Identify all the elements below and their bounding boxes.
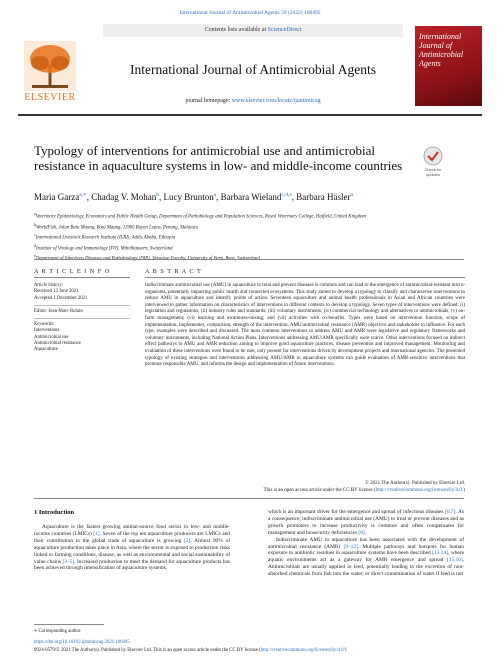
body-text: Aquaculture is the fastest growing animal-source food sector in low- and middle-income countries (LMICs) xyxy=(34,524,230,537)
keyword: Antimicrobial resistance xyxy=(34,341,82,347)
author-separator: , xyxy=(216,192,221,202)
body-text: . xyxy=(364,529,367,536)
oa-prefix: This is an open access article under the CC BY license ( xyxy=(263,487,376,493)
author-name[interactable]: Lucy Brunton xyxy=(163,192,214,202)
article-info-rule xyxy=(34,277,130,278)
keyword: Interventions xyxy=(34,328,60,334)
affiliation-line xyxy=(34,221,464,232)
author-name[interactable]: Barbara Häsler xyxy=(296,192,351,202)
abstract-heading: A B S T R A C T xyxy=(145,268,202,275)
abstract-text: Indiscriminate antimicrobial use (AMU) in aquaculture to treat and prevent diseases is common and can lead to the emergence of antimicrobial-resistant micro-organisms, potentially impacting public health and connected ecosystems. This study aimed to develop a typology to classify and characterise interventions to reduce AMU in aquaculture and identify points of action. Seventeen aquaculture and animal health professionals in Asian and African countries were interviewed to gather information on characteristics of interventions in different contexts to develop a typology. Seven types of interventions were defined: (i) legislation and regulations; (ii) industry rules and standards; (iii) voluntary instruments; (iv) commercial technology and alternatives to antimicrobials; (v) on-farm management; (vi) learning and awareness-raising; and (vii) activities with co-benefits. Types were based on intervention function, scope of implementation, implementer, compulsion, strength of the intervention, AMU/antimicrobial resistance (AMR) objective and stakeholder to influence. For each type, examples were described and discussed. The most common interventions to address AMU and AMR were legislative and regulatory frameworks and voluntary instruments, including National Action Plans. Interventions addressing AMU/AMR specifically were scarce. Other interventions focused on indirect effect pathways to AMU and AMR reduction aiming to improve good aquaculture practices, disease prevention and improved management. Monitoring and evaluation of these interventions were found to be rare, only present for interventions driven by development projects and international agencies. The presented typology of existing strategies and interventions addressing AMU/AMR in aquaculture systems can guide evaluation of AMR-sensitive interventions that promote responsible AMU, and informs the design and implementation of future interventions. xyxy=(145,283,465,368)
editor: Editor: Jean-Marc Rolain xyxy=(34,308,83,314)
author-list xyxy=(34,192,474,202)
footnote-rule xyxy=(34,624,104,625)
intro-paragraph xyxy=(268,509,464,537)
affiliation-line xyxy=(34,210,464,221)
citation-link[interactable]: [13,14] xyxy=(432,550,448,557)
author-affiliation-mark[interactable]: a,∗ xyxy=(79,192,87,198)
article-info xyxy=(34,283,132,354)
affiliation-text: WorldFish, Jalan Batu Maung, Batu Maung, 11960 Bayan Lepas, Penang, Malaysia xyxy=(36,225,198,231)
author-affiliation-mark[interactable]: a xyxy=(213,192,217,198)
affiliation-line xyxy=(34,231,464,242)
homepage-link[interactable]: www.elsevier.com/locate/ijantimicag xyxy=(231,98,321,104)
homepage-prefix: journal homepage: xyxy=(185,98,232,104)
info-divider xyxy=(34,318,130,319)
affiliation-mark: a xyxy=(34,211,36,216)
affiliation-line xyxy=(34,252,464,263)
journal-reference[interactable]: International Journal of Antimicrobial Agents 59 (2022) 106495 xyxy=(179,10,321,16)
article-title: Typology of interventions for antimicrobial use and antimicrobial resistance in aquaculture systems in low- and middle-income countries xyxy=(34,143,403,173)
section-rule xyxy=(34,259,464,260)
body-text: . Multiple pathways and hotspots for human exposure to antibiotic residues in aquaculture systems have been described xyxy=(268,543,464,557)
author-name[interactable]: Chadag V. Mohan xyxy=(91,192,157,202)
open-access-line xyxy=(145,488,465,495)
body-text: . Antimicrobials are usually applied in feed, potentially leading to the excretion of non-absorbed chemicals from fish into the water, or direct contamination of water if feed is not xyxy=(268,557,464,578)
svg-text:Check for: Check for xyxy=(424,167,442,172)
citation-link[interactable]: [8] xyxy=(358,529,365,536)
affiliation-text: Veterinary Epidemiology, Economics and Public Health Group, Department of Pathobiology and Population Sciences, Royal Veterinary College, Hatfield, United Kingdom xyxy=(35,214,366,220)
licence-link[interactable]: http://creativecommons.org/licenses/by/4.0/ xyxy=(260,648,345,653)
author-affiliation-mark[interactable]: a xyxy=(350,192,353,198)
affiliation-line xyxy=(34,242,464,253)
affiliation-mark: d xyxy=(34,242,36,248)
license-link[interactable]: http://creativecommons.org/licenses/by/4.0/ xyxy=(375,487,464,493)
author-affiliation-mark[interactable]: c,d,e xyxy=(281,192,292,198)
author-name[interactable]: Maria Garza xyxy=(34,192,80,202)
introduction-heading: 1 Introduction xyxy=(34,509,75,516)
citation-link[interactable]: [1] xyxy=(93,530,100,537)
intro-paragraph xyxy=(268,537,464,578)
abstract-end-rule xyxy=(34,498,464,499)
author-separator: , xyxy=(86,192,92,202)
keyword: Antimicrobial use xyxy=(34,334,69,340)
body-text: . Seven of the top ten aquaculture producers are LMICs and their contribution to the global trade of aquaculture is growing xyxy=(34,530,230,544)
citation-link[interactable]: [6,7] xyxy=(445,509,456,515)
received-date: Received 13 June 2021 xyxy=(34,289,79,295)
journal-header xyxy=(18,22,482,110)
affiliation-mark: e xyxy=(34,253,36,259)
elsevier-wordmark: ELSEVIER xyxy=(24,92,76,103)
citation-link[interactable]: [9–12] xyxy=(343,543,358,550)
intro-column-2 xyxy=(268,509,464,578)
licence-prefix: 0924-8579/© 2021 The Author(s). Published by Elsevier Ltd. This is an open access article under the CC BY license ( xyxy=(34,648,261,653)
keyword: Aquaculture xyxy=(34,347,58,353)
corresponding-author-note: ∗ Corresponding author. xyxy=(34,629,82,634)
affiliation-mark: c xyxy=(34,232,36,238)
article-info-heading: A R T I C L E I N F O xyxy=(34,268,111,275)
citation-link[interactable]: [3–5] xyxy=(62,558,75,565)
citation-link[interactable]: [15,16] xyxy=(446,557,463,564)
citation-link[interactable]: [2] xyxy=(184,537,191,544)
author-separator: , xyxy=(158,192,164,202)
copyright xyxy=(145,481,465,494)
author-separator: , xyxy=(291,192,297,202)
keywords-label: Keywords: xyxy=(34,322,55,328)
journal-homepage xyxy=(103,98,403,104)
svg-text:updates: updates xyxy=(425,172,441,177)
contents-line xyxy=(103,27,403,33)
keyword-list xyxy=(34,328,132,353)
affiliation-text: Institute of Virology and Immunology (IVI), Mittelhäusern, Switzerland xyxy=(36,246,173,252)
affiliation-text: International Livestock Research Institute (ILRI), Addis Ababa, Ethiopia xyxy=(35,235,176,241)
journal-cover-title: International Journal of Antimicrobial Agents xyxy=(419,32,464,68)
licence-suffix: ) xyxy=(344,648,347,653)
intro-column-1 xyxy=(34,524,230,572)
doi-link[interactable]: https://doi.org/10.1016/j.ijantimicag.2021.106495 xyxy=(34,640,130,645)
history-label: Article history: xyxy=(34,283,64,288)
affiliations xyxy=(34,210,464,263)
copyright-line: © 2021 The Author(s). Published by Elsevier Ltd. xyxy=(365,481,465,486)
header-rule xyxy=(18,114,482,116)
body-text: , where aquatic environments act as a gateway for AMR emergence and spread xyxy=(268,550,464,564)
abstract-rule xyxy=(145,277,465,278)
info-divider xyxy=(34,305,130,306)
body-text: . As a consequence, indiscriminate antimicrobial use (AMU) to treat or prevent diseases and as growth promoters to increase productivity is common and often compensates for management and biosecurity deficiencies xyxy=(268,509,465,536)
accepted-date: Accepted 1 December 2021 xyxy=(34,295,88,301)
sciencedirect-link[interactable]: ScienceDirect xyxy=(267,27,302,33)
affiliation-mark: b xyxy=(34,221,36,227)
body-text: which is an important driver for the emergence and spread of infectious diseases xyxy=(268,509,446,515)
author-name[interactable]: Barbara Wieland xyxy=(220,192,282,202)
body-text: . Increased production to meet the demand for aquaculture products has been achieved through intensification of aquaculture systems, xyxy=(34,558,231,572)
journal-title: International Journal of Antimicrobial Agents xyxy=(130,62,376,77)
author-affiliation-mark[interactable]: b xyxy=(156,192,159,198)
body-text: . Almost 90% of aquaculture production takes place in Asia, where the sector is exposed to production risks linked to farming conditions, disease, as well as environmental and social sustainability of value chains xyxy=(34,537,230,565)
contents-prefix: Contents lists available at xyxy=(204,27,268,33)
check-for-updates-badge[interactable] xyxy=(422,145,444,179)
oa-suffix: ) xyxy=(463,487,465,493)
body-text: Indiscriminate AMU in aquaculture has been associated with the development of antimicrobial resistance (AMR) xyxy=(268,536,464,550)
licence-footer xyxy=(34,648,474,653)
